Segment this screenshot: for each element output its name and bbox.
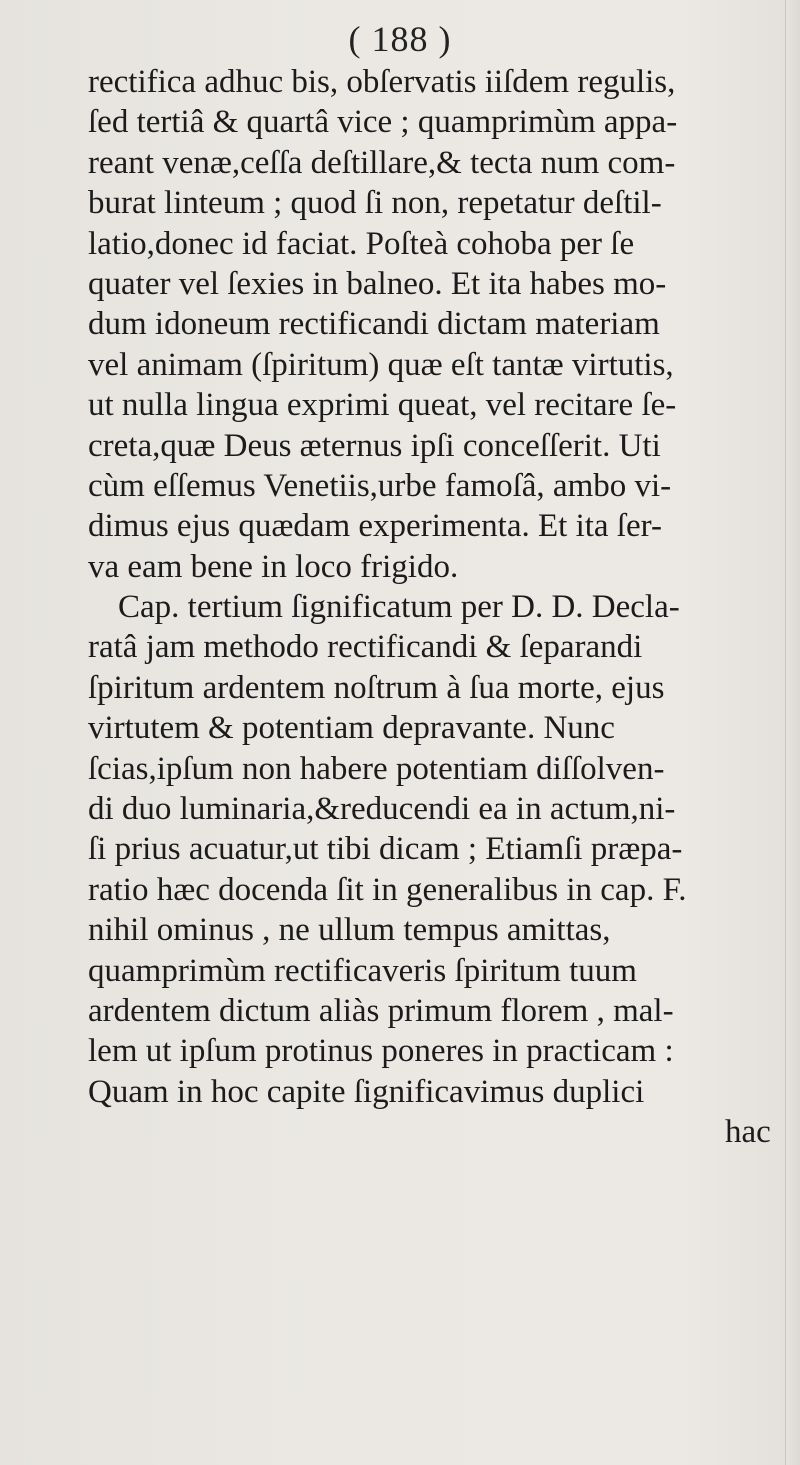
page-number: ( 188 ) <box>348 19 452 59</box>
body-text <box>88 62 794 1153</box>
text-line: ratio hæc docenda ſit in generalibus in cap. F. <box>88 871 687 908</box>
text-line: di duo luminaria,&reducendi ea in actum,ni- <box>88 791 676 828</box>
text-line: nihil ominus , ne ullum tempus amittas, <box>88 912 611 949</box>
text-line: ſed tertiâ & quartâ vice ; quamprimùm appa- <box>88 104 678 141</box>
text-line: latio,donec id faciat. Poſteà cohoba per ſe <box>88 225 635 262</box>
text-line: ſi prius acuatur,ut tibi dicam ; Etiamſi præpa- <box>88 831 683 868</box>
catchword: hac <box>725 1114 771 1151</box>
text-line: quamprimùm rectificaveris ſpiritum tuum <box>88 952 637 989</box>
chapter-heading-line: Cap. tertium ſignificatum per D. D. Decla- <box>118 589 680 626</box>
text-line: lem ut ipſum protinus poneres in practicam : <box>88 1033 674 1070</box>
text-line: va eam bene in loco frigido. <box>88 548 459 585</box>
text-line: ratâ jam methodo rectificandi & ſeparandi <box>88 629 643 666</box>
text-line: creta,quæ Deus æternus ipſi conceſſerit. Uti <box>88 427 661 464</box>
text-line: quater vel ſexies in balneo. Et ita habes mo- <box>88 265 667 302</box>
text-line: vel animam (ſpiritum) quæ eſt tantæ virtutis, <box>88 346 674 383</box>
text-line: dum idoneum rectificandi dictam materiam <box>88 306 660 343</box>
text-line: reant venæ,ceſſa deſtillare,& tecta num com- <box>88 144 676 181</box>
text-line: ſpiritum ardentem noſtrum à ſua morte, ejus <box>88 669 665 706</box>
text-line: ut nulla lingua exprimi queat, vel recitare ſe- <box>88 387 677 424</box>
text-line: ſcias,ipſum non habere potentiam diſſolven- <box>88 750 665 787</box>
text-line: ardentem dictum aliàs primum florem , mal- <box>88 992 674 1029</box>
text-line: rectifica adhuc bis, obſervatis iiſdem regulis, <box>88 64 676 100</box>
text-line: virtutem & potentiam depravante. Nunc <box>88 710 615 747</box>
text-line: Quam in hoc capite ſignificavimus duplici <box>88 1073 645 1110</box>
text-line: burat linteum ; quod ſi non, repetatur deſtil- <box>88 185 662 222</box>
text-line: cùm eſſemus Venetiis,urbe famoſâ, ambo vi- <box>88 467 672 504</box>
text-line: dimus ejus quædam experimenta. Et ita ſer- <box>88 508 662 545</box>
